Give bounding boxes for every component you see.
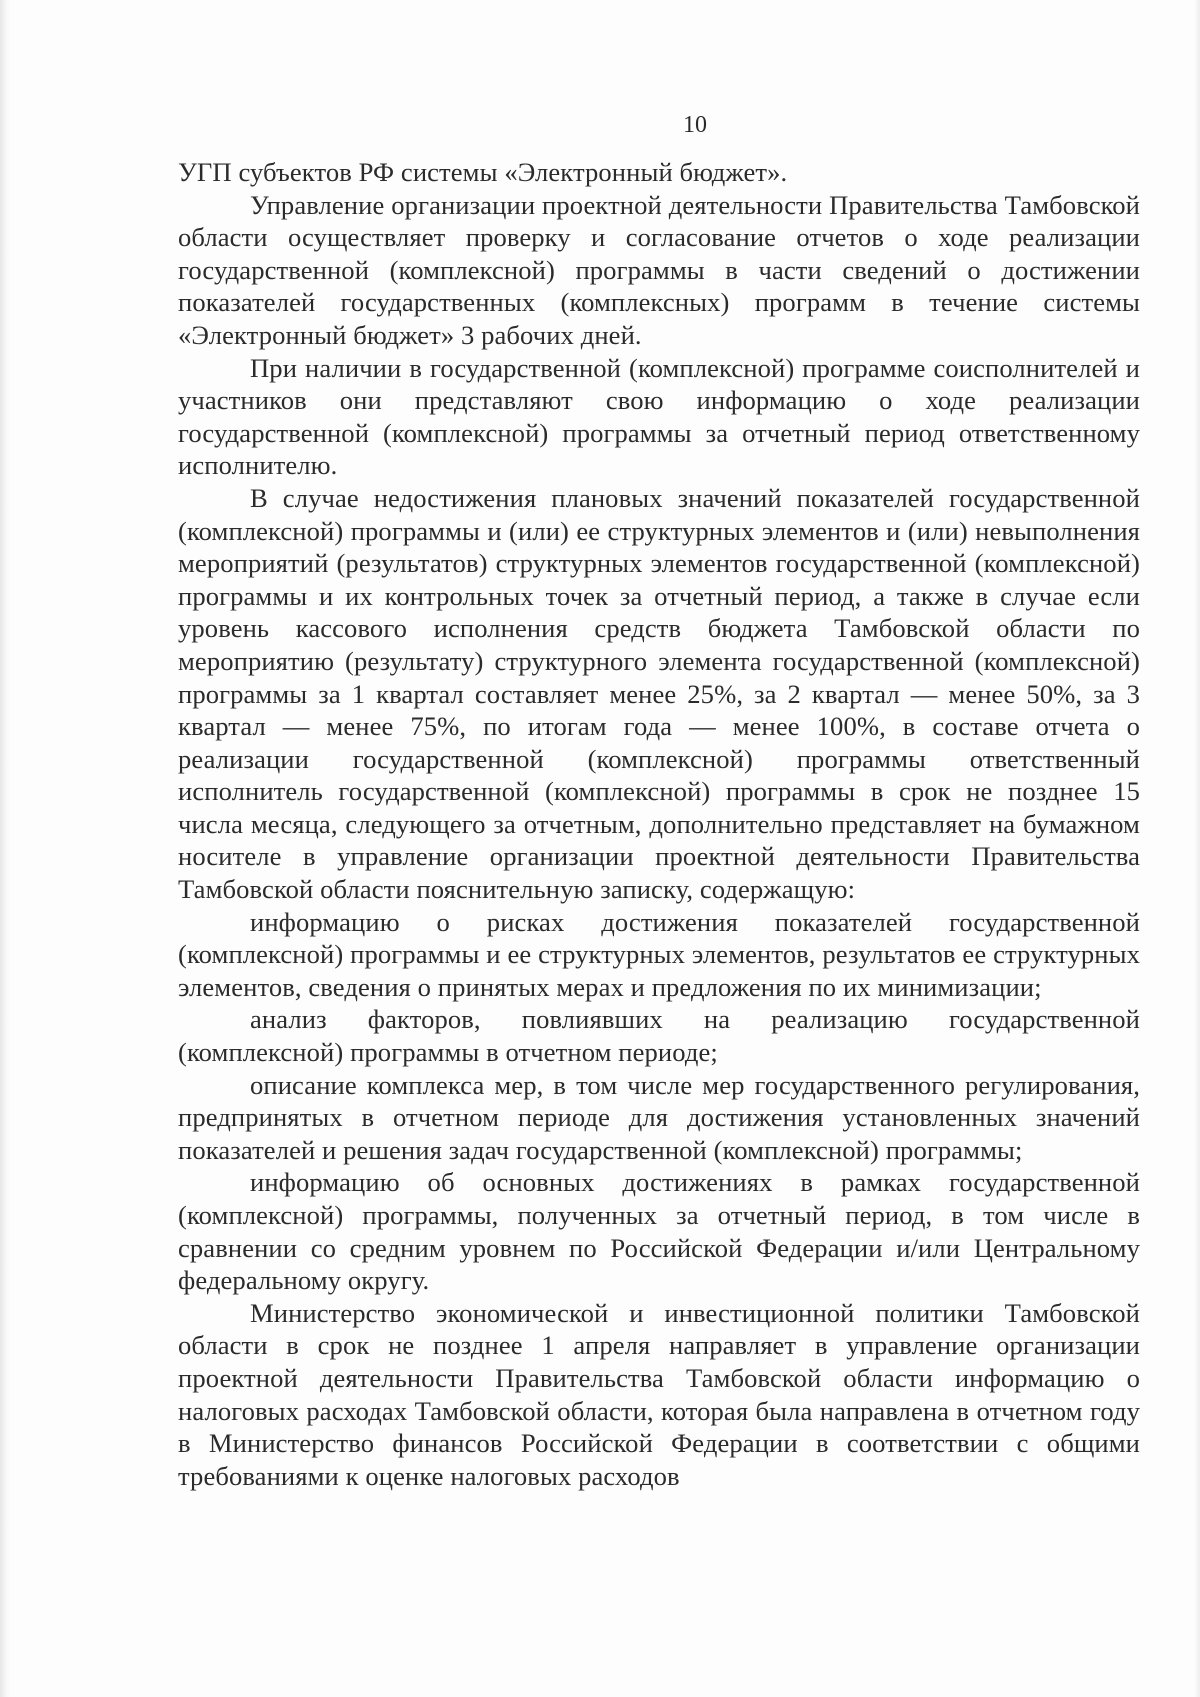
document-body xyxy=(178,156,1140,1492)
paragraph-7: описание комплекса мер, в том числе мер государственного регулирования, предпринятых в отчетном периоде для достижения установленных значений показателей и решения задач государственной (комплексной) программы; xyxy=(178,1069,1140,1165)
page-number: 10 xyxy=(683,112,707,138)
paragraph-8: информацию об основных достижениях в рамках государственной (комплексной) программы, полученных за отчетный период, в том числе в сравнении со средним уровнем по Российской Федерации и/или Центральному федеральному округу. xyxy=(178,1167,1140,1296)
paragraph-5: информацию о рисках достижения показателей государственной (комплексной) программы и ее структурных элементов, результатов ее структурных элементов, сведения о принятых мерах и предложения по их минимизации; xyxy=(178,906,1140,1002)
paragraph-9: Министерство экономической и инвестиционной политики Тамбовской области в срок не позднее 1 апреля направляет в управление организации проектной деятельности Правительства Тамбовской области информацию о налоговых расходах Тамбовской области, которая была направлена в отчетном году в Министерство финансов Российской Федерации в соответствии с общими требованиями к оценке налоговых расходов xyxy=(178,1297,1140,1491)
scan-edge-left xyxy=(0,0,10,1697)
paragraph-2: Управление организации проектной деятельности Правительства Тамбовской области осуществляет проверку и согласование отчетов о ходе реализации государственной (комплексной) программы в части сведений о достижении показателей государственных (комплексных) программ в течение системы «Электронный бюджет» 3 рабочих дней. xyxy=(178,189,1140,350)
paragraph-1: УГП субъектов РФ системы «Электронный бюджет». xyxy=(178,157,788,187)
paragraph-6: анализ факторов, повлиявших на реализацию государственной (комплексной) программы в отчетном периоде; xyxy=(178,1004,1140,1068)
paragraph-4: В случае недостижения плановых значений показателей государственной (комплексной) программы и (или) ее структурных элементов и (или) невыполнения мероприятий (результатов) структурных элементов государственной (комплексной) программы и их контрольных точек за отчетный период, а также в случае если уровень кассового исполнения средств бюджета Тамбовской области по мероприятию (результату) структурного элемента государственной (комплексной) программы за 1 квартал составляет менее 25%, за 2 квартал — менее 50%, за 3 квартал — менее 75%, по итогам года — менее 100%, в составе отчета о реализации государственной (комплексной) программы ответственный исполнитель государственной (комплексной) программы в срок не позднее 15 числа месяца, следующего за отчетным, дополнительно представляет на бумажном носителе в управление организации проектной деятельности Правительства Тамбовской области пояснительную записку, содержащую: xyxy=(178,482,1140,905)
scan-edge-right xyxy=(1194,0,1200,1697)
paragraph-3: При наличии в государственной (комплексной) программе соисполнителей и участников они представляют свою информацию о ходе реализации государственной (комплексной) программы за отчетный период ответственному исполнителю. xyxy=(178,352,1140,481)
